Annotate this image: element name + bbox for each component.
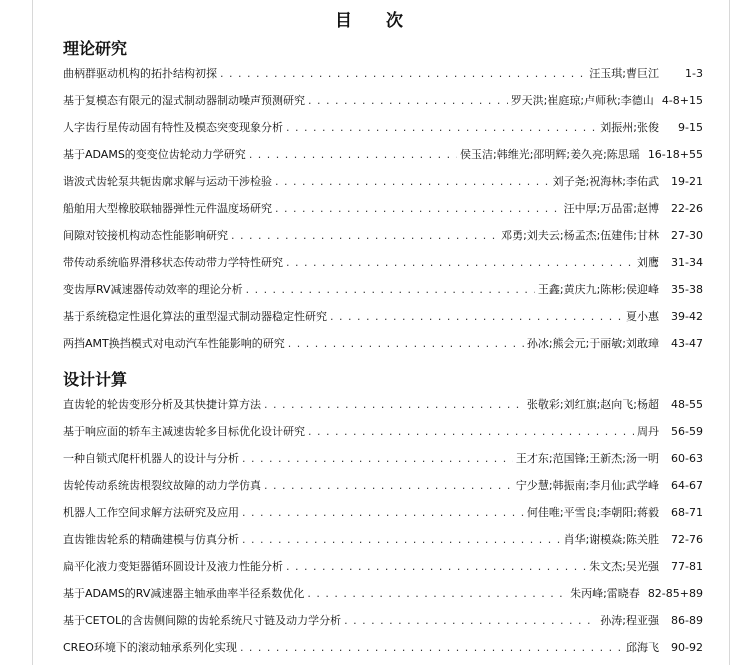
- dot-leader: [249, 146, 457, 164]
- entry-authors: 夏小惠: [626, 310, 659, 323]
- entry-pages: 86-89: [671, 614, 703, 627]
- section-heading-theory: 理论研究: [63, 39, 128, 58]
- entry-title: 间隙对铰接机构动态性能影响研究: [63, 229, 228, 242]
- entry-pages: 1-3: [685, 67, 703, 80]
- toc-entry: [63, 173, 703, 191]
- entry-title: 两挡AMT换挡模式对电动汽车性能影响的研究: [63, 337, 285, 350]
- entry-pages: 16-18+55: [647, 148, 703, 161]
- entry-title: 变齿厚RV减速器传动效率的理论分析: [63, 283, 243, 296]
- entry-authors: 周丹: [637, 425, 659, 438]
- entry-authors: 张敬彩;刘红旗;赵向飞;杨超: [526, 398, 659, 411]
- entry-title: 直齿轮的轮齿变形分析及其快捷计算方法: [63, 398, 261, 411]
- entry-pages: 39-42: [671, 310, 703, 323]
- entry-authors: 刘振州;张俊: [600, 121, 659, 134]
- toc-entry: [63, 585, 703, 603]
- toc-entry: [63, 335, 703, 353]
- entry-authors: 肖华;谢模焱;陈关胜: [563, 533, 659, 546]
- dot-leader: [288, 335, 524, 353]
- toc-entry: [63, 92, 703, 110]
- dot-leader: [344, 612, 597, 630]
- dot-leader: [275, 200, 561, 218]
- toc-entry: [63, 558, 703, 576]
- left-margin-rule: [32, 0, 33, 665]
- dot-leader: [308, 92, 508, 110]
- entry-pages: 19-21: [671, 175, 703, 188]
- entry-pages: 82-85+89: [647, 587, 703, 600]
- entry-authors: 刘子尧;祝海林;李佑武: [552, 175, 659, 188]
- entry-pages: 43-47: [671, 337, 703, 350]
- entry-title: 谐波式齿轮泵共轭齿廓求解与运动干涉检验: [63, 175, 272, 188]
- dot-leader: [264, 396, 524, 414]
- entry-pages: 56-59: [671, 425, 703, 438]
- toc-entry: [63, 450, 703, 468]
- entry-pages: 72-76: [671, 533, 703, 546]
- toc-entry: [63, 254, 703, 272]
- entry-title: 人字齿行星传动固有特性及模态突变现象分析: [63, 121, 283, 134]
- entry-pages: 22-26: [671, 202, 703, 215]
- entry-pages: 90-92: [671, 641, 703, 654]
- entry-authors: 刘鹰: [637, 256, 659, 269]
- entry-title: 船舶用大型橡胶联轴器弹性元件温度场研究: [63, 202, 272, 215]
- entry-title: 齿轮传动系统齿根裂纹故障的动力学仿真: [63, 479, 261, 492]
- toc-entry: [63, 477, 703, 495]
- toc-entry: [63, 639, 703, 657]
- dot-leader: [231, 227, 498, 245]
- section-heading-design: 设计计算: [63, 370, 128, 389]
- toc-entry: [63, 531, 703, 549]
- toc-entry: [63, 146, 703, 164]
- entry-title: 直齿锥齿轮系的精确建模与仿真分析: [63, 533, 239, 546]
- toc-entry: [63, 504, 703, 522]
- entry-authors: 邓勇;刘夫云;杨孟杰;伍建伟;甘林: [501, 229, 659, 242]
- toc-title: 目 次: [335, 11, 417, 31]
- entry-pages: 4-8+15: [661, 94, 703, 107]
- dot-leader: [242, 504, 524, 522]
- toc-entry: [63, 423, 703, 441]
- toc-entry: [63, 200, 703, 218]
- toc-entry: [63, 308, 703, 326]
- dot-leader: [242, 531, 561, 549]
- toc-entry: [63, 65, 703, 83]
- toc-entry: [63, 396, 703, 414]
- entry-title: CREO环境下的滚动轴承系列化实现: [63, 641, 237, 654]
- dot-leader: [264, 477, 513, 495]
- toc-entry: [63, 281, 703, 299]
- entry-authors: 宁少慧;韩振南;李月仙;武学峰: [515, 479, 659, 492]
- entry-title: 机器人工作空间求解方法研究及应用: [63, 506, 239, 519]
- toc-entry: [63, 227, 703, 245]
- dot-leader: [242, 450, 513, 468]
- entry-title: 基于复模态有限元的湿式制动器制动噪声预测研究: [63, 94, 305, 107]
- dot-leader: [275, 173, 550, 191]
- toc-entry: [63, 119, 703, 137]
- dot-leader: [308, 423, 634, 441]
- entry-authors: 王才东;范国锋;王新杰;汤一明: [515, 452, 659, 465]
- dot-leader: [286, 558, 586, 576]
- dot-leader: [240, 639, 623, 657]
- entry-pages: 48-55: [671, 398, 703, 411]
- dot-leader: [286, 119, 597, 137]
- entry-authors: 何佳唯;平雪良;李朝阳;蒋毅: [526, 506, 659, 519]
- entry-pages: 9-15: [678, 121, 703, 134]
- dot-leader: [220, 65, 586, 83]
- dot-leader: [246, 281, 535, 299]
- entry-pages: 31-34: [671, 256, 703, 269]
- entry-title: 曲柄群驱动机构的拓扑结构初探: [63, 67, 217, 80]
- dot-leader: [307, 585, 567, 603]
- entry-pages: 60-63: [671, 452, 703, 465]
- entry-title: 基于系统稳定性退化算法的重型湿式制动器稳定性研究: [63, 310, 327, 323]
- entry-pages: 27-30: [671, 229, 703, 242]
- entry-title: 带传动系统临界滑移状态传动带力学特性研究: [63, 256, 283, 269]
- entry-title: 基于CETOL的含齿侧间隙的齿轮系统尺寸链及动力学分析: [63, 614, 342, 627]
- entry-authors: 孙冰;熊会元;于丽敏;刘敢璋: [526, 337, 659, 350]
- entry-title: 基于ADAMS的变变位齿轮动力学研究: [63, 148, 246, 161]
- entry-authors: 罗天洪;崔庭琼;卢师秋;李德山: [510, 94, 654, 107]
- toc-entry: [63, 612, 703, 630]
- entry-pages: 35-38: [671, 283, 703, 296]
- entry-authors: 侯玉洁;韩维光;邵明辉;姜久亮;陈思瑶: [459, 148, 640, 161]
- entry-title: 扁平化液力变矩器循环圆设计及液力性能分析: [63, 560, 283, 573]
- entry-pages: 64-67: [671, 479, 703, 492]
- entry-pages: 68-71: [671, 506, 703, 519]
- entry-authors: 王鑫;黄庆九;陈彬;侯迎峰: [537, 283, 659, 296]
- entry-pages: 77-81: [671, 560, 703, 573]
- entry-title: 一种自锁式爬杆机器人的设计与分析: [63, 452, 239, 465]
- entry-authors: 朱丙峰;雷晓春: [570, 587, 640, 600]
- dot-leader: [330, 308, 623, 326]
- entry-authors: 汪玉琪;曹巨江: [589, 67, 659, 80]
- entry-authors: 汪中厚;万品雷;赵博: [563, 202, 659, 215]
- entry-title: 基于ADAMS的RV减速器主轴承曲率半径系数优化: [63, 587, 305, 600]
- entry-title: 基于响应面的轿车主减速齿轮多目标优化设计研究: [63, 425, 305, 438]
- entry-authors: 孙涛;程亚强: [600, 614, 659, 627]
- entry-authors: 邱海飞: [626, 641, 659, 654]
- right-margin-rule: [729, 0, 730, 665]
- dot-leader: [286, 254, 634, 272]
- entry-authors: 朱文杰;吴光强: [589, 560, 659, 573]
